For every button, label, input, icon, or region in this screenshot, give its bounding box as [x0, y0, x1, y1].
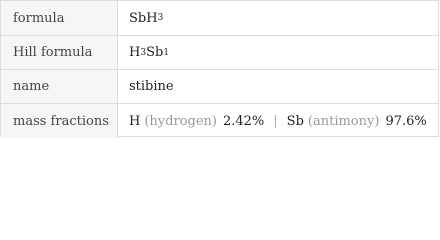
fraction-element-name: (antimony)	[307, 113, 380, 129]
table-row-hill-formula	[1, 35, 438, 69]
formula-main: SbH	[129, 10, 158, 26]
fraction-element-name: (hydrogen)	[144, 113, 217, 129]
hill-element-a: H	[129, 45, 141, 60]
formula-value: SbH 3	[129, 10, 164, 26]
fraction-symbol: Sb	[286, 113, 304, 129]
fraction-separator: |	[273, 113, 278, 129]
row-label: formula	[1, 1, 118, 35]
fraction-symbol: H	[129, 113, 141, 129]
row-label: Hill formula	[1, 36, 118, 69]
hill-element-b: Sb	[146, 45, 164, 60]
mass-fractions-value	[118, 104, 438, 138]
fraction-percent: 2.42%	[222, 113, 265, 129]
hill-formula-value: H 3 Sb 1	[129, 45, 170, 60]
fraction-percent: 97.6%	[385, 113, 427, 129]
table-row-formula	[1, 1, 438, 35]
table-row-name	[1, 69, 438, 103]
name-value: stibine	[129, 79, 174, 94]
row-label: mass fractions	[1, 104, 118, 138]
row-label: name	[1, 70, 118, 103]
table-row-mass-fractions	[1, 103, 438, 138]
